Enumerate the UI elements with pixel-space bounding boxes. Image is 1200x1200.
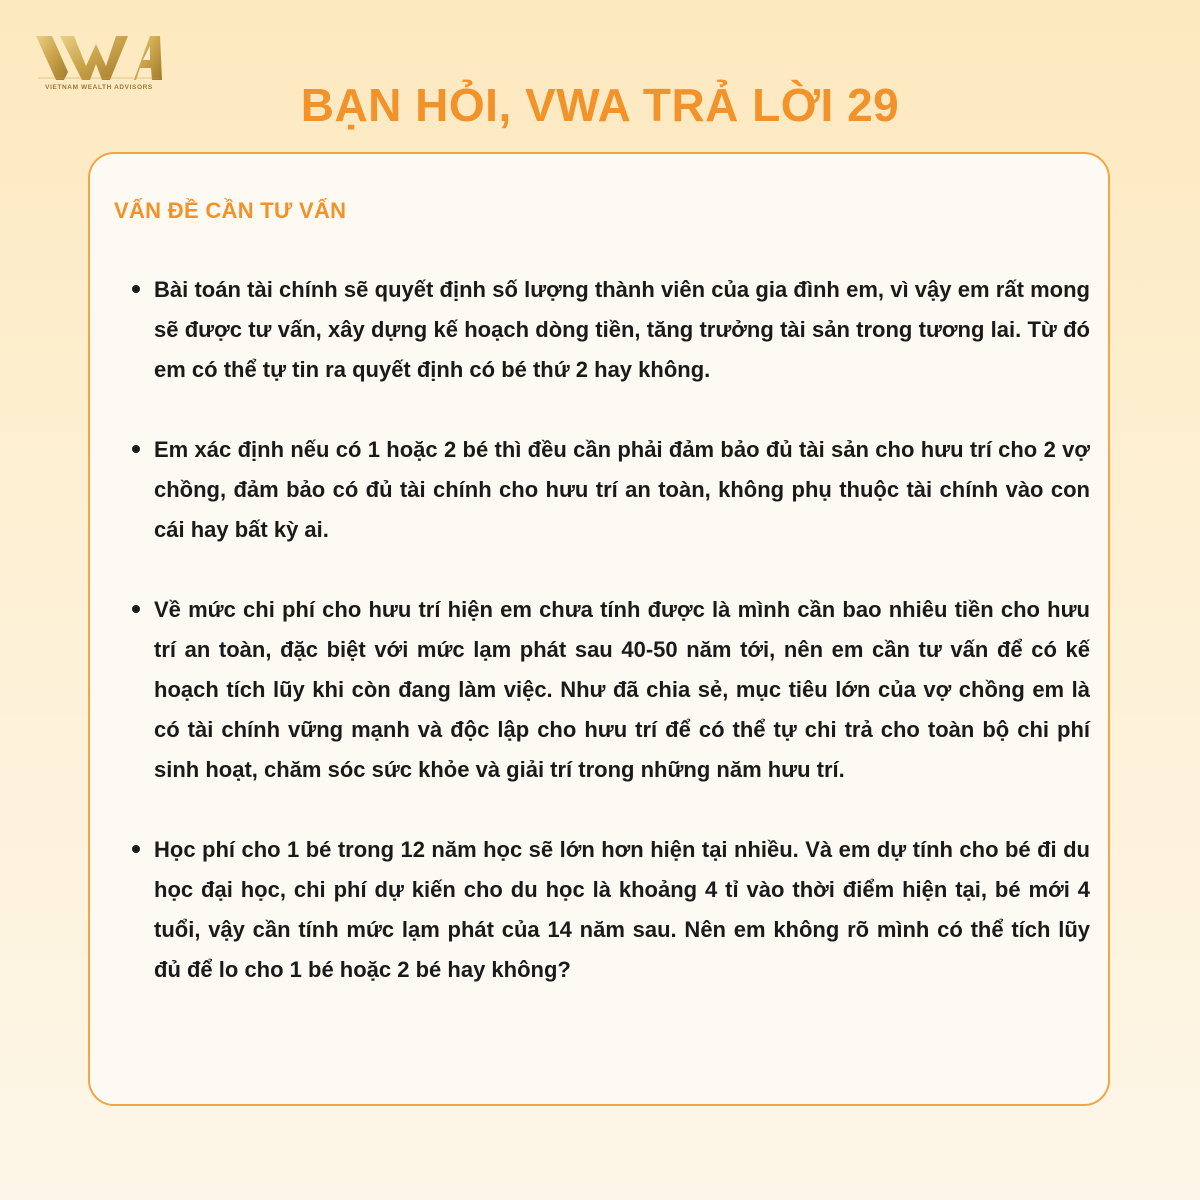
list-item-text: Em xác định nếu có 1 hoặc 2 bé thì đều cần phải đảm bảo đủ tài sản cho hưu trí cho 2 vợ chồng, đảm bảo có đủ tài chính cho hưu trí an toàn, không phụ thuộc tài chính vào con cái hay bất kỳ ai. bbox=[154, 437, 1090, 542]
logo-tagline: VIETNAM WEALTH ADVISORS bbox=[45, 84, 153, 91]
list-item-text: Bài toán tài chính sẽ quyết định số lượng thành viên của gia đình em, vì vậy em rất mong sẽ được tư vấn, xây dựng kế hoạch dòng tiền, tăng trưởng tài sản trong tương lai. Từ đó em có thể tự tin ra quyết định có bé thứ 2 hay không. bbox=[154, 277, 1090, 382]
card-heading: VẤN ĐỀ CẦN TƯ VẤN bbox=[114, 198, 347, 223]
list-item-text: Học phí cho 1 bé trong 12 năm học sẽ lớn hơn hiện tại nhiều. Và em dự tính cho bé đi du học đại học, chi phí dự kiến cho du học là khoảng 4 tỉ vào thời điểm hiện tại, bé mới 4 tuổi, vậy cần tính mức lạm phát của 14 năm sau. Nên em không rõ mình có thể tích lũy đủ để lo cho 1 bé hoặc 2 bé hay không? bbox=[154, 837, 1090, 982]
list-item bbox=[154, 430, 1090, 550]
list-item bbox=[154, 830, 1090, 990]
list-item bbox=[154, 270, 1090, 390]
question-list bbox=[154, 270, 1090, 1030]
list-item-text: Về mức chi phí cho hưu trí hiện em chưa tính được là mình cần bao nhiêu tiền cho hưu trí an toàn, đặc biệt với mức lạm phát sau 40-50 năm tới, nên em cần tư vấn để có kế hoạch tích lũy khi còn đang làm việc. Như đã chia sẻ, mục tiêu lớn của vợ chồng em là có tài chính vững mạnh và độc lập cho hưu trí để có thể tự chi trả cho toàn bộ chi phí sinh hoạt, chăm sóc sức khỏe và giải trí trong những năm hưu trí. bbox=[154, 597, 1090, 782]
vwa-logo-icon bbox=[34, 32, 164, 84]
bullet-icon bbox=[132, 445, 140, 453]
bullet-icon bbox=[132, 285, 140, 293]
bullet-icon bbox=[132, 605, 140, 613]
list-item bbox=[154, 590, 1090, 790]
bullet-icon bbox=[132, 845, 140, 853]
page-title: BẠN HỎI, VWA TRẢ LỜI 29 bbox=[300, 79, 900, 131]
question-card bbox=[88, 152, 1110, 1106]
